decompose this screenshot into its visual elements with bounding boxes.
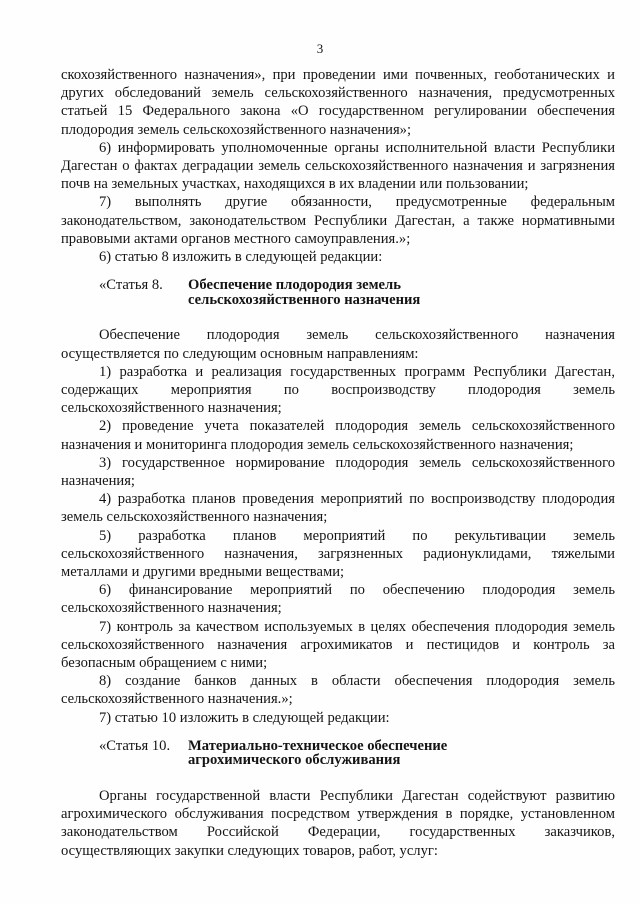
paragraph: 6) информировать уполномоченные органы исполнительной власти Республики Дагестан о фактах деградации земель сельскохозяйственного назначения и загрязнения почв на земельных участках, находящихся в их владении или пользовании; [61, 139, 615, 193]
paragraph: 7) статью 10 изложить в следующей редакции: [99, 709, 390, 726]
paragraph: Обеспечение плодородия земель сельскохозяйственного назначения осуществляется по следующим основным направлениям: [61, 327, 615, 362]
list-item: 8) создание банков данных в области обеспечения плодородия земель сельскохозяйственного назначения.»; [61, 673, 615, 708]
article-title-line: агрохимического обслуживания [188, 752, 401, 769]
paragraph: скохозяйственного назначения», при проведении ими почвенных, геоботанических и других обследований земель сельскохозяйственного назначения, предусмотренных статьей 15 Федерального закона «О государственном регулировании обеспечения плодородия земель сельскохозяйственного назначения»; [61, 67, 615, 138]
article-10-heading [99, 737, 615, 768]
article-8-heading [99, 276, 615, 307]
list-item: 2) проведение учета показателей плодородия земель сельскохозяйственного назначения и мониторинга плодородия земель сельскохозяйственного назначения; [61, 418, 615, 453]
page-number: 3 [316, 41, 324, 56]
article-title-line: сельскохозяйственного назначения [188, 291, 421, 308]
list-item: 4) разработка планов проведения мероприятий по воспроизводству плодородия земель сельскохозяйственного назначения; [61, 491, 615, 526]
list-item: 7) контроль за качеством используемых в целях обеспечения плодородия земель сельскохозяйственного назначения агрохимикатов и пестицидов и контроль за безопасным обращением с ними; [61, 618, 615, 672]
article-title-line: Материально-техническое обеспечение [188, 737, 448, 754]
document-body [61, 66, 615, 860]
list-item: 5) разработка планов мероприятий по рекультивации земель сельскохозяйственного назначения, загрязненных радионуклидами, тяжелыми металлами и другими вредными веществами; [61, 527, 615, 581]
article-label: «Статья 10. [99, 737, 171, 754]
article-title [188, 737, 447, 768]
list-item: 3) государственное нормирование плодородия земель сельскохозяйственного назначения; [61, 454, 615, 490]
article-title [188, 276, 420, 307]
list-item: 1) разработка и реализация государственных программ Республики Дагестан, содержащих мероприятия по воспроизводству плодородия земель сельскохозяйственного назначения; [61, 363, 615, 417]
article-label: «Статья 8. [99, 277, 163, 294]
paragraph: 6) статью 8 изложить в следующей редакции: [99, 249, 383, 266]
article-title-line: Обеспечение плодородия земель [188, 277, 401, 294]
paragraph: 7) выполнять другие обязанности, предусмотренные федеральным законодательством, законодательством Республики Дагестан, а также нормативными правовыми актами органов местного самоуправления.»; [61, 194, 615, 247]
paragraph: Органы государственной власти Республики Дагестан содействуют развитию агрохимического обслуживания посредством утверждения в порядке, установленном законодательством Российской Федерации, государственных заказчиков, осуществляющих закупки следующих товаров, работ, услуг: [61, 788, 615, 859]
list-item: 6) финансирование мероприятий по обеспечению плодородия земель сельскохозяйственного назначения; [61, 582, 615, 617]
